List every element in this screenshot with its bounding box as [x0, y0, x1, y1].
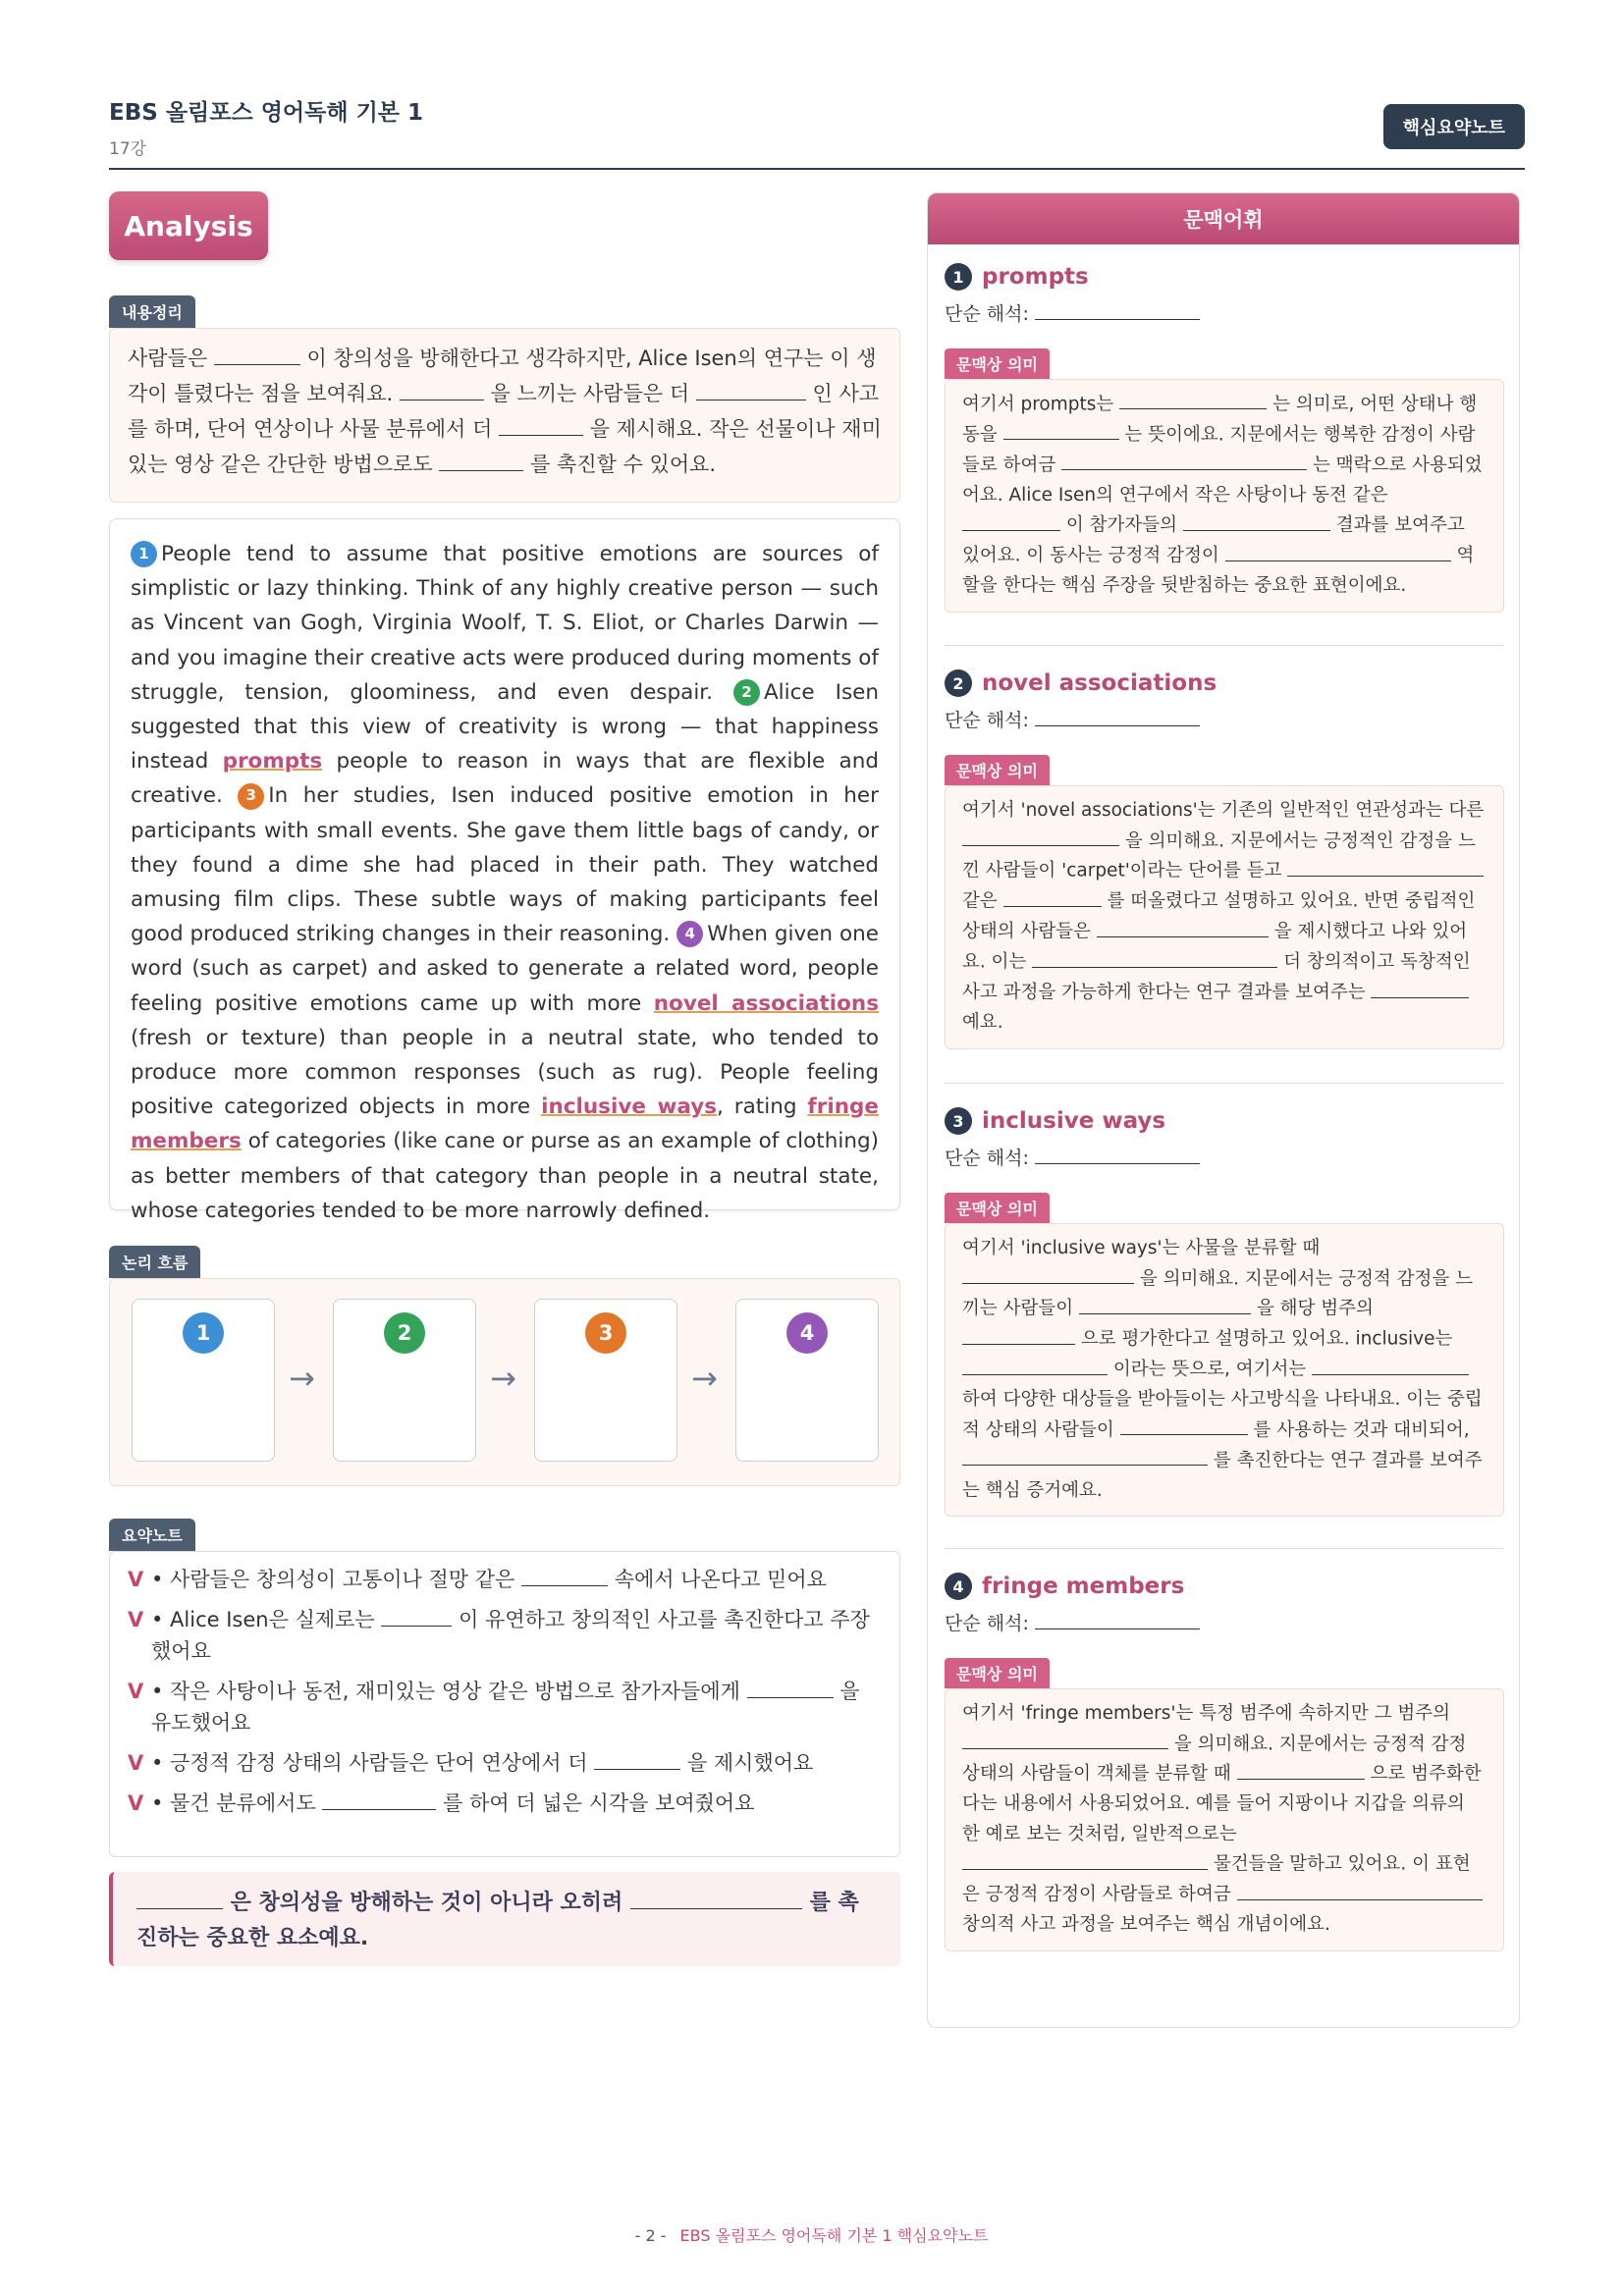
- vocab-item-novel-associations: [945, 667, 1504, 1049]
- flow-step-box-1: [132, 1299, 275, 1462]
- context-meaning-label: 문맥상 의미: [945, 1658, 1050, 1688]
- context-meaning-label: 문맥상 의미: [945, 1193, 1050, 1223]
- sentence-2a: Alice Isen suggested that this view of creativity is wrong — that happiness instead: [131, 679, 879, 774]
- blank: [136, 1886, 223, 1909]
- blank: [400, 378, 484, 400]
- check-mark-icon: V: [128, 1680, 144, 1704]
- divider: [945, 1548, 1504, 1549]
- flow-step-number-2: 2: [384, 1312, 425, 1354]
- blank: [1079, 1294, 1251, 1313]
- note-item: V • 긍정적 감정 상태의 사람들은 단어 연상에서 더 을 제시했어요: [128, 1747, 882, 1779]
- sentence-number-3: 3: [238, 783, 264, 810]
- vocab-number: 2: [945, 669, 972, 697]
- conclusion-part-1: 은 창의성을 방해하는 것이 아니라 오히려: [230, 1891, 623, 1916]
- header-divider: [109, 168, 1525, 170]
- page-footer: [0, 2223, 1623, 2246]
- blank: [962, 1730, 1168, 1749]
- summary-part-2: 이 창의성을 방해한다고 생각하지만, Alice Isen의 연구는 이 생각이 틀렸다는 점을 보여줘요.: [128, 347, 877, 405]
- blank: [594, 1747, 680, 1770]
- blank: [1061, 451, 1307, 470]
- sentence-number-2: 2: [733, 679, 760, 706]
- vocab-item-prompts: [945, 260, 1504, 613]
- blank: [1097, 917, 1269, 936]
- summary-part-5: 을 제시해요. 작은 선물이나 재미있는 영상 같은 간단한 방법으로도: [128, 417, 882, 476]
- footer-title: EBS 올림포스 영어독해 기본 1 핵심요약노트: [679, 2226, 989, 2245]
- blank: [1003, 886, 1102, 906]
- summary-label: 내용정리: [109, 295, 195, 328]
- simple-translation: 단순 해석:: [945, 706, 1504, 741]
- blank: [1035, 1609, 1200, 1629]
- arrow-right-icon: →: [490, 1360, 516, 1397]
- conclusion-box: [109, 1872, 900, 1966]
- context-meaning-box: 여기서 prompts는 는 의미로, 어떤 상태나 행동을 는 뜻이에요. 지문에서는 행복한 감정이 사람들로 하여금 는 맥락으로 사용되었어요. Alice Isen의 연구에서 작은 사탕이나 동전 같은 이 참가자들의 결과를 보여주고 있어요. 이 동사는 긍정적 감정이 역할을 한다는 핵심 주장을 뒷받침하는 중요한 표현이에요.: [945, 379, 1504, 613]
- check-mark-icon: V: [128, 1791, 144, 1816]
- blank: [499, 413, 583, 436]
- flow-step-box-2: [333, 1299, 476, 1462]
- context-meaning-label: 문맥상 의미: [945, 348, 1050, 379]
- note-item: V • 사람들은 창의성이 고통이나 절망 같은 속에서 나온다고 믿어요: [128, 1564, 882, 1595]
- sentence-1: People tend to assume that positive emotions are sources of simplistic or lazy thinking. Think of any highly creative person — such as Vincent van Gogh, Virginia Woolf, T. S. Eliot, or Charles Darwin — and you imagine their creative acts were produced during moments of struggle, tension, gloominess, and even despair.: [131, 542, 879, 705]
- sentence-number-4: 4: [676, 921, 703, 947]
- blank: [962, 1446, 1208, 1466]
- flow-step-box-3: [534, 1299, 677, 1462]
- page-header: [109, 94, 1525, 159]
- divider: [945, 1083, 1504, 1084]
- summary-part-1: 사람들은: [128, 347, 208, 370]
- blank: [962, 1324, 1075, 1344]
- blank: [1287, 856, 1484, 876]
- blank: [962, 1355, 1108, 1374]
- flow-label: 논리 흐름: [109, 1246, 200, 1278]
- blank: [962, 1264, 1134, 1284]
- blank: [1032, 947, 1277, 967]
- reading-passage: [109, 518, 900, 1223]
- sentence-3: In her studies, Isen induced positive emotion in her participants with small events. She gave them little bags of candy, or they found a dime she had placed in their path. They watched amusing film clips. These subtle ways of making participants feel good produced striking changes in their reasoning.: [131, 783, 879, 947]
- blank: [1237, 1759, 1365, 1779]
- arrow-right-icon: →: [289, 1360, 315, 1397]
- check-mark-icon: V: [128, 1608, 144, 1632]
- blank: [322, 1788, 436, 1810]
- blank: [1035, 299, 1200, 320]
- note-item: V • Alice Isen은 실제로는 이 유연하고 창의적인 사고를 촉진한다고 주장했어요: [128, 1604, 882, 1667]
- context-vocabulary-panel: [927, 192, 1520, 2028]
- simple-translation: 단순 해석:: [945, 1609, 1504, 1644]
- blank: [1371, 978, 1469, 997]
- simple-translation: 단순 해석:: [945, 1144, 1504, 1179]
- context-meaning-box: 여기서 'novel associations'는 기존의 일반적인 연관성과는 다른 을 의미해요. 지문에서는 긍정적인 감정을 느낀 사람들이 'carpet'이라는 단어를 듣고 같은 를 떠올렸다고 설명하고 있어요. 반면 중립적인 상태의 사람들은 을 제시했다고 나와 있어요. 이는 더 창의적이고 독창적인 사고 과정을 가능하게 한다는 연구 결과를 보여주는 예요.: [945, 785, 1504, 1049]
- notes-label: 요약노트: [109, 1519, 195, 1551]
- vocab-word: inclusive ways: [982, 1108, 1166, 1134]
- vocab-item-fringe-members: [945, 1570, 1504, 1951]
- vocabulary-title: 문맥어휘: [928, 193, 1519, 244]
- summary-part-6: 를 촉진할 수 있어요.: [530, 453, 717, 476]
- sentence-4a: When given one word (such as carpet) and asked to generate a related word, people feeling positive emotions came up with more: [131, 922, 879, 1016]
- blank: [1035, 706, 1200, 726]
- summary-notes-panel: [109, 1551, 900, 1857]
- vocab-word: prompts: [982, 264, 1089, 290]
- blank: [521, 1564, 608, 1586]
- blank: [1312, 1355, 1469, 1374]
- vocab-number: 3: [945, 1107, 972, 1135]
- blank: [214, 343, 300, 365]
- highlight-novel-associations: novel associations: [653, 990, 879, 1016]
- flow-step-number-3: 3: [585, 1312, 626, 1354]
- summary-part-3: 을 느끼는 사람들은 더: [490, 382, 690, 405]
- note-item: V • 물건 분류에서도 를 하여 더 넓은 시각을 보여줬어요: [128, 1788, 882, 1819]
- vocab-number: 4: [945, 1573, 972, 1600]
- page-number: - 2 -: [634, 2226, 667, 2245]
- vocab-word: fringe members: [982, 1574, 1185, 1599]
- lesson-number: 17강: [109, 139, 147, 159]
- context-meaning-label: 문맥상 의미: [945, 755, 1050, 785]
- arrow-right-icon: →: [691, 1360, 718, 1397]
- sentence-4b: (fresh or texture) than people in a neutral state, who tended to produce more common responses (such as rug). People feeling positive categorized objects in more: [131, 1025, 879, 1120]
- sentence-4c: , rating: [717, 1095, 797, 1120]
- blank: [962, 827, 1119, 846]
- blank: [439, 449, 523, 471]
- flow-step-box-4: [735, 1299, 879, 1462]
- document-title: EBS 올림포스 영어독해 기본 1: [109, 100, 424, 126]
- blank: [1035, 1144, 1200, 1164]
- blank: [630, 1886, 802, 1909]
- sentence-number-1: 1: [131, 541, 157, 567]
- blank: [1119, 390, 1267, 409]
- blank: [1183, 510, 1330, 530]
- divider: [945, 645, 1504, 646]
- sentence-2b: people to reason in ways that are flexible and creative.: [131, 749, 879, 809]
- summary-panel: [109, 328, 900, 503]
- summary-part-4: 인 사고를 하며, 단어 연상이나 사물 분류에서 더: [128, 382, 880, 441]
- vocab-word: novel associations: [982, 670, 1217, 696]
- blank: [747, 1676, 834, 1698]
- highlight-inclusive-ways: inclusive ways: [541, 1095, 718, 1120]
- highlight-prompts: prompts: [222, 749, 323, 774]
- vocab-item-inclusive-ways: [945, 1104, 1504, 1517]
- check-mark-icon: V: [128, 1568, 144, 1591]
- logic-flow-panel: [109, 1278, 900, 1486]
- summary-text: [110, 329, 899, 494]
- blank: [696, 378, 806, 400]
- blank: [381, 1604, 452, 1627]
- blank: [962, 510, 1060, 530]
- flow-step-number-4: 4: [786, 1312, 828, 1354]
- blank: [1120, 1415, 1248, 1435]
- context-meaning-box: 여기서 'fringe members'는 특정 범주에 속하지만 그 범주의 을 의미해요. 지문에서는 긍정적 감정 상태의 사람들이 객체를 분류할 때 으로 범주화한다는 내용에서 사용되었어요. 예를 들어 지팡이나 지갑을 의류의 한 예로 보는 것처럼, 일반적으로는 물건들을 말하고 있어요. 이 표현은 긍정적 감정이 사람들로 하여금 창의적 사고 과정을 보여주는 핵심 개념이에요.: [945, 1688, 1504, 1951]
- note-item: V • 작은 사탕이나 동전, 재미있는 영상 같은 방법으로 참가자들에게 을 유도했어요: [128, 1676, 882, 1738]
- vocab-number: 1: [945, 263, 972, 291]
- blank: [1003, 420, 1119, 440]
- blank: [1225, 541, 1451, 561]
- flow-step-number-1: 1: [183, 1312, 224, 1354]
- sentence-4d: of categories (like cane or purse as an example of clothing) as better members of that category than people in a neutral state, whose categories tended to be more narrowly defined.: [131, 1129, 879, 1223]
- highlight-fringe-members: fringe members: [131, 1095, 879, 1154]
- analysis-tab: Analysis: [109, 191, 268, 260]
- blank: [962, 1849, 1208, 1869]
- check-mark-icon: V: [128, 1751, 144, 1776]
- context-meaning-box: 여기서 'inclusive ways'는 사물을 분류할 때 을 의미해요. 지문에서는 긍정적 감정을 느끼는 사람들이 을 해당 범주의 으로 평가한다고 설명하고 있어요. inclusive는 이라는 뜻으로, 여기서는 하여 다양한 대상들을 받아들이는 사고방식을 나타내요. 이는 중립적 상태의 사람들이 를 사용하는 것과 대비되어, 를 촉진한다는 연구 결과를 보여주는 핵심 증거예요.: [945, 1223, 1504, 1517]
- blank: [1237, 1880, 1483, 1899]
- note-type-badge: 핵심요약노트: [1383, 104, 1525, 149]
- conclusion-part-2: 를 촉진하는 중요한 요소예요.: [136, 1891, 859, 1951]
- simple-translation: 단순 해석:: [945, 299, 1504, 335]
